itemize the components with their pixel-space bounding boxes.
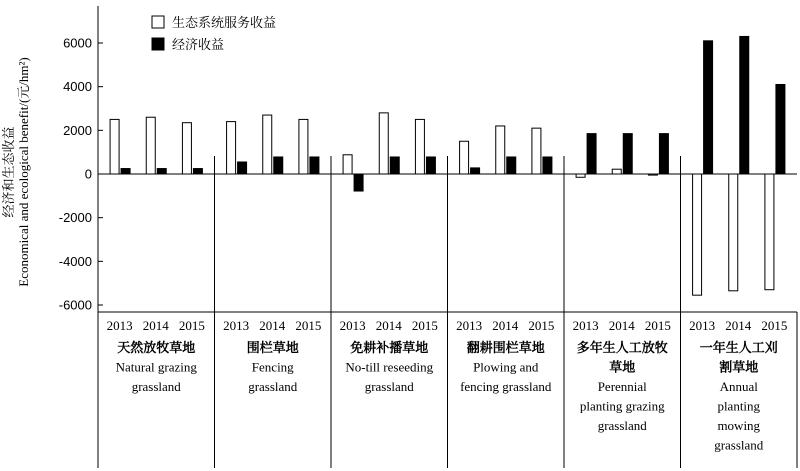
bar-eco-1-2014 — [263, 115, 272, 174]
y-axis — [59, 36, 103, 313]
group-label-en: Perennial — [597, 379, 647, 394]
year-label: 2014 — [142, 318, 169, 333]
y-tick-label: -6000 — [58, 297, 92, 313]
bar-eco-5-2014 — [729, 174, 738, 291]
bar-eco-3-2014 — [496, 126, 505, 174]
group-label-en: planting grazing — [579, 398, 665, 414]
bar-econ-4-2014 — [623, 134, 632, 174]
year-label: 2014 — [375, 318, 402, 333]
year-label: 2013 — [572, 318, 599, 333]
y-tick-label: -2000 — [58, 210, 92, 226]
group-label-zh: 天然放牧草地 — [117, 341, 196, 356]
year-label: 2013 — [339, 318, 366, 333]
bar-eco-2-2014 — [379, 113, 388, 174]
bar-eco-1-2013 — [227, 122, 236, 174]
bar-econ-2-2014 — [390, 157, 399, 174]
group-label-zh: 一年生人工刈 — [699, 341, 778, 356]
bar-eco-4-2013 — [576, 174, 585, 177]
y-axis-title-en: Economical and ecological benefit/(元/hm²) — [16, 57, 31, 287]
bar-econ-4-2015 — [659, 134, 668, 174]
group-label-zh: 割草地 — [719, 360, 759, 376]
group-label-en: fencing grassland — [460, 379, 552, 394]
y-tick-label: 2000 — [63, 122, 92, 138]
bar-econ-3-2015 — [543, 157, 552, 174]
bar-econ-2-2015 — [426, 157, 435, 174]
bar-econ-3-2013 — [471, 168, 480, 174]
legend-entry: 生态系统服务收益 — [172, 16, 277, 31]
y-tick-label: -4000 — [58, 253, 92, 269]
bar-econ-5-2013 — [704, 41, 713, 174]
group-label-en: planting — [717, 398, 761, 414]
group-label-en: grassland — [248, 379, 298, 394]
year-label: 2015 — [644, 318, 671, 333]
bar-eco-4-2014 — [612, 169, 621, 174]
bar-eco-1-2015 — [299, 119, 308, 174]
legend-entry: 经济收益 — [172, 38, 225, 53]
bar-econ-3-2014 — [507, 157, 516, 174]
group-label-zh: 多年生人工放牧 — [576, 341, 668, 356]
bar-econ-5-2015 — [776, 84, 785, 174]
group-label-en: Plowing and — [473, 359, 539, 375]
bar-eco-4-2015 — [648, 174, 657, 175]
year-label: 2015 — [761, 318, 788, 333]
bar-econ-0-2013 — [121, 169, 130, 174]
year-label: 2013 — [106, 318, 133, 333]
year-label: 2015 — [411, 318, 438, 333]
year-label: 2014 — [259, 318, 286, 333]
bar-eco-0-2015 — [182, 123, 191, 174]
group-label-en: Annual — [719, 379, 758, 394]
year-label: 2014 — [725, 318, 752, 333]
year-label: 2013 — [689, 318, 716, 333]
group-label-en: No-till reseeding — [345, 359, 434, 375]
group-label-zh: 草地 — [609, 360, 636, 376]
group-label-en: grassland — [364, 379, 414, 394]
year-label: 2014 — [608, 318, 635, 333]
bar-eco-5-2015 — [765, 174, 774, 290]
y-tick-label: 0 — [84, 166, 92, 182]
legend-swatch — [152, 16, 164, 28]
year-label: 2015 — [178, 318, 205, 333]
year-label: 2015 — [295, 318, 322, 333]
group-label-zh: 免耕补播草地 — [350, 341, 429, 356]
bar-econ-2-2013 — [354, 174, 363, 191]
y-tick-label: 6000 — [63, 35, 92, 51]
group-label-en: grassland — [131, 379, 181, 394]
group-label-en: mowing — [717, 418, 761, 433]
bar-econ-5-2014 — [740, 36, 749, 174]
group-label-zh: 围栏草地 — [246, 341, 299, 356]
bar-econ-0-2015 — [193, 169, 202, 174]
bar-eco-2-2015 — [415, 119, 424, 174]
bar-eco-0-2013 — [110, 119, 119, 174]
bar-eco-3-2013 — [460, 141, 469, 174]
bar-econ-1-2013 — [238, 162, 247, 174]
bar-eco-0-2014 — [146, 117, 155, 174]
y-tick-label: 4000 — [63, 79, 92, 95]
year-label: 2014 — [492, 318, 519, 333]
year-label: 2015 — [528, 318, 555, 333]
year-label: 2013 — [223, 318, 250, 333]
legend — [152, 15, 276, 53]
group-label-en: grassland — [714, 437, 764, 453]
bar-econ-4-2013 — [587, 134, 596, 174]
bar-econ-1-2015 — [310, 157, 319, 174]
bar-econ-1-2014 — [274, 157, 283, 174]
group-label-en: Fencing — [251, 359, 294, 375]
group-label-zh: 翻耕围栏草地 — [466, 341, 545, 356]
bar-eco-2-2013 — [343, 155, 352, 174]
bar-eco-5-2013 — [693, 174, 702, 295]
legend-swatch — [152, 38, 164, 50]
group-label-en: Natural grazing — [115, 359, 197, 375]
bar-econ-0-2014 — [157, 169, 166, 174]
y-axis-title-zh: 经济和生态收益 — [1, 126, 16, 218]
bar-eco-3-2015 — [532, 128, 541, 174]
group-label-en: grassland — [597, 418, 647, 433]
year-label: 2013 — [456, 318, 483, 333]
